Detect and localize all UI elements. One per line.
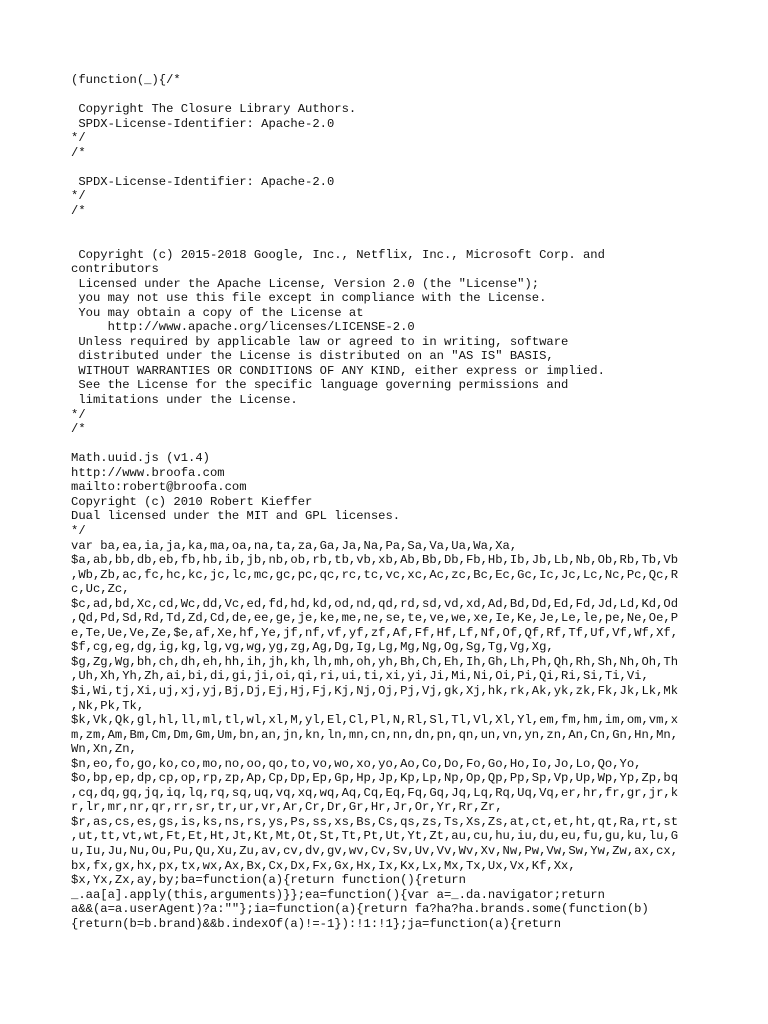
code-line: */ [71,407,86,422]
code-line: (function(_){/* [71,73,181,87]
code-line: $a,ab,bb,db,eb,fb,hb,ib,jb,nb,ob,rb,tb,vb,xb,Ab,Bb,Db,Fb,Hb,Ib,Jb,Lb,Nb,Ob,Rb,Tb,Vb [71,553,679,568]
code-line: SPDX-License-Identifier: Apache-2.0 [71,116,335,131]
code-line: WITHOUT WARRANTIES OR CONDITIONS OF ANY KIND, either express or implied. [71,363,605,378]
source-code-text [71,73,711,931]
code-line: ,cq,dq,gq,jq,iq,lq,rq,sq,uq,vq,xq,wq,Aq,Cq,Eq,Fq,Gq,Jq,Lq,Rq,Uq,Vq,er,hr,fr,gr,jr,k [71,785,679,800]
code-line: you may not use this file except in compliance with the License. [71,291,547,306]
code-line: ,ut,tt,vt,wt,Ft,Et,Ht,Jt,Kt,Mt,Ot,St,Tt,Pt,Ut,Yt,Zt,au,cu,hu,iu,du,eu,fu,gu,ku,lu,G [71,829,679,844]
code-line [71,218,711,233]
code-line [71,160,711,175]
code-line: SPDX-License-Identifier: Apache-2.0 [71,174,335,189]
code-line: e,Te,Ue,Ve,Ze,$e,af,Xe,hf,Ye,jf,nf,vf,yf,zf,Af,Ff,Hf,Lf,Nf,Of,Qf,Rf,Tf,Uf,Vf,Wf,Xf, [71,625,679,640]
code-line: Wn,Xn,Zn, [71,742,137,757]
code-line: $o,bp,ep,dp,cp,op,rp,zp,Ap,Cp,Dp,Ep,Gp,Hp,Jp,Kp,Lp,Np,Op,Qp,Pp,Sp,Vp,Up,Wp,Yp,Zp,bq [71,771,679,786]
code-line: Copyright The Closure Library Authors. [71,102,357,117]
code-line: Copyright (c) 2015-2018 Google, Inc., Netflix, Inc., Microsoft Corp. and [71,247,605,262]
code-line: {return(b=b.brand)&&b.indexOf(a)!=-1}):!1:!1};ja=function(a){return [71,916,562,931]
code-line: /* [71,145,86,160]
code-line: http://www.apache.org/licenses/LICENSE-2.0 [71,320,415,335]
code-line: a&&(a=a.userAgent)?a:""};ia=function(a){return fa?ha?ha.brands.some(function(b) [71,902,649,917]
code-line: http://www.broofa.com [71,465,225,480]
code-line: Copyright (c) 2010 Robert Kieffer [71,494,313,509]
code-line: */ [71,189,86,204]
code-line [71,88,711,103]
code-line: bx,fx,gx,hx,px,tx,wx,Ax,Bx,Cx,Dx,Fx,Gx,Hx,Ix,Kx,Lx,Mx,Tx,Ux,Vx,Kf,Xx, [71,858,576,873]
code-line: ,Wb,Zb,ac,fc,hc,kc,jc,lc,mc,gc,pc,qc,rc,tc,vc,xc,Ac,zc,Bc,Ec,Gc,Ic,Jc,Lc,Nc,Pc,Qc,R [71,567,679,582]
code-line: */ [71,523,86,538]
code-line: $n,eo,fo,go,ko,co,mo,no,oo,qo,to,vo,wo,xo,yo,Ao,Co,Do,Fo,Go,Ho,Io,Jo,Lo,Qo,Yo, [71,756,642,771]
code-line: */ [71,131,86,146]
code-line: /* [71,203,86,218]
code-line: Unless required by applicable law or agreed to in writing, software [71,334,569,349]
code-line: Dual licensed under the MIT and GPL licenses. [71,509,401,524]
code-line: ,Uh,Xh,Yh,Zh,ai,bi,di,gi,ji,oi,qi,ri,ui,ti,xi,yi,Ji,Mi,Ni,Oi,Pi,Qi,Ri,Si,Ti,Vi, [71,669,649,684]
code-line [71,233,711,248]
code-line: You may obtain a copy of the License at [71,305,364,320]
code-line: contributors [71,262,159,277]
code-line: u,Iu,Ju,Nu,Ou,Pu,Qu,Xu,Zu,av,cv,dv,gv,wv,Cv,Sv,Uv,Vv,Wv,Xv,Nw,Pw,Vw,Sw,Yw,Zw,ax,cx, [71,843,679,858]
code-line: _.aa[a].apply(this,arguments)}};ea=function(){var a=_.da.navigator;return [71,887,605,902]
code-line: ,Qd,Pd,Sd,Rd,Td,Zd,Cd,de,ee,ge,je,ke,me,ne,se,te,ve,we,xe,Ie,Ke,Je,Le,le,pe,Ne,Oe,P [71,611,679,626]
code-line: ,Nk,Pk,Tk, [71,698,145,713]
code-line: /* [71,422,86,437]
code-line: $x,Yx,Zx,ay,by;ba=function(a){return function(){return [71,873,466,888]
code-line: $f,cg,eg,dg,ig,kg,lg,vg,wg,yg,zg,Ag,Dg,Ig,Lg,Mg,Ng,Og,Sg,Tg,Vg,Xg, [71,640,554,655]
code-line: Licensed under the Apache License, Version 2.0 (the "License"); [71,276,540,291]
code-line: Math.uuid.js (v1.4) [71,451,210,466]
code-line: limitations under the License. [71,393,298,408]
code-line: $c,ad,bd,Xc,cd,Wc,dd,Vc,ed,fd,hd,kd,od,nd,qd,rd,sd,vd,xd,Ad,Bd,Dd,Ed,Fd,Jd,Ld,Kd,Od [71,596,679,611]
code-line: m,zm,Am,Bm,Cm,Dm,Gm,Um,bn,an,jn,kn,ln,mn,cn,nn,dn,pn,qn,un,vn,yn,zn,An,Cn,Gn,Hn,Mn, [71,727,679,742]
code-line: $r,as,cs,es,gs,is,ks,ns,rs,ys,Ps,ss,xs,Bs,Cs,qs,zs,Ts,Xs,Zs,at,ct,et,ht,qt,Ra,rt,st [71,814,679,829]
code-line: See the License for the specific language governing permissions and [71,378,569,393]
code-line: var ba,ea,ia,ja,ka,ma,oa,na,ta,za,Ga,Ja,Na,Pa,Sa,Va,Ua,Wa,Xa, [71,538,518,553]
code-line: $k,Vk,Qk,gl,hl,ll,ml,tl,wl,xl,M,yl,El,Cl,Pl,N,Rl,Sl,Tl,Vl,Xl,Yl,em,fm,hm,im,om,vm,x [71,713,679,728]
code-line: c,Uc,Zc, [71,582,130,597]
code-line: r,lr,mr,nr,qr,rr,sr,tr,ur,vr,Ar,Cr,Dr,Gr,Hr,Jr,Or,Yr,Rr,Zr, [71,800,503,815]
code-line [71,437,711,452]
code-line: $g,Zg,Wg,bh,ch,dh,eh,hh,ih,jh,kh,lh,mh,oh,yh,Bh,Ch,Eh,Ih,Gh,Lh,Ph,Qh,Rh,Sh,Nh,Oh,Th [71,654,679,669]
code-line: $i,Wi,tj,Xi,uj,xj,yj,Bj,Dj,Ej,Hj,Fj,Kj,Nj,Oj,Pj,Vj,gk,Xj,hk,rk,Ak,yk,zk,Fk,Jk,Lk,Mk [71,683,679,698]
code-line: distributed under the License is distributed on an "AS IS" BASIS, [71,349,554,364]
code-line: mailto:robert@broofa.com [71,480,247,495]
